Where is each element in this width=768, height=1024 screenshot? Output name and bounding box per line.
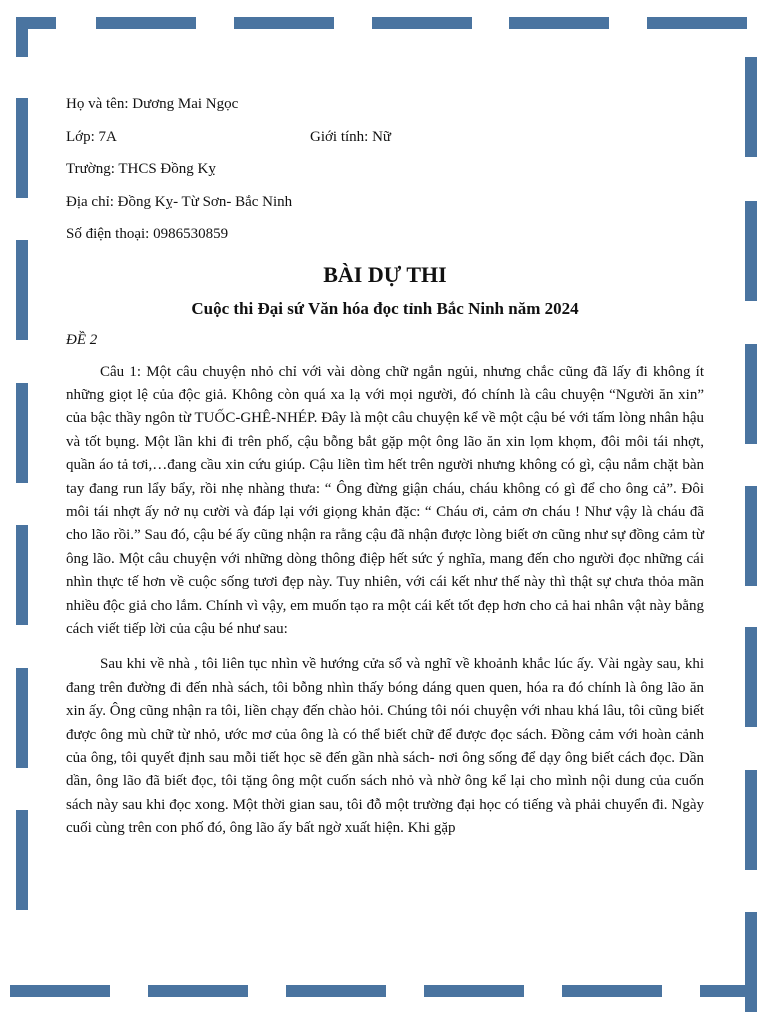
border-dash-top xyxy=(96,17,196,29)
border-dash-left xyxy=(16,668,28,768)
student-name: Họ và tên: Dương Mai Ngọc xyxy=(66,96,239,112)
student-phone: Số điện thoại: 0986530859 xyxy=(66,226,229,242)
border-corner-bottom-right xyxy=(745,955,757,997)
border-dash-right xyxy=(745,57,757,157)
border-dash-top xyxy=(647,17,747,29)
border-dash-bottom xyxy=(148,985,248,997)
border-dash-left xyxy=(16,525,28,625)
border-dash-top xyxy=(234,17,334,29)
class-gender-row xyxy=(66,121,704,154)
border-dash-right xyxy=(745,486,757,586)
border-dash-left xyxy=(16,98,28,198)
border-dash-bottom xyxy=(10,985,110,997)
document-title: BÀI DỰ THI xyxy=(323,261,447,287)
border-dash-right xyxy=(745,770,757,870)
paragraph-2: Sau khi về nhà , tôi liên tục nhìn về hướng cửa sổ và nghĩ về khoảnh khắc lúc ấy. Vài ngày sau, khi đang trên đường đi đến nhà sách, tôi bỗng nhìn thấy bóng dáng quen quen, hóa ra đó chính là ông lão ăn xin ấy. Ông cũng nhận ra tôi, liền chạy đến chào hỏi. Chúng tôi nói chuyện với nhau khá lâu, tôi cũng biết được ông mù chữ từ nhỏ, ước mơ của ông là có thể biết chữ để được đọc sách. Đồng cảm với hoàn cảnh của ông, tôi quyết định sau mỗi tiết học sẽ đến gần nhà sách- nơi ông sống để dạy ông biết cách đọc. Dần dần, ông lão đã biết đọc, tôi tặng ông một cuốn sách nhỏ và nhờ ông kể lại cho mình nội dung của cuốn sách này sau khi đọc xong. Một thời gian sau, tôi đỗ một trường đại học có tiếng và phải chuyển đi. Ngày cuối cùng trên con phố đó, ông lão ấy bất ngờ xuất hiện. Khi gặp xyxy=(66,656,704,837)
border-corner-top-left xyxy=(16,17,28,57)
border-dash-left xyxy=(16,240,28,340)
student-school: Trường: THCS Đồng Kỵ xyxy=(66,161,216,177)
student-address: Địa chỉ: Đồng Kỵ- Từ Sơn- Bắc Ninh xyxy=(66,193,293,210)
border-dash-bottom xyxy=(286,985,386,997)
document-body xyxy=(66,88,704,853)
border-dash-right xyxy=(745,201,757,301)
border-dash-left xyxy=(16,383,28,483)
document-subtitle: Cuộc thi Đại sứ Văn hóa đọc tỉnh Bắc Ninh năm 2024 xyxy=(191,298,579,318)
border-dash-left xyxy=(16,810,28,910)
border-dash-top xyxy=(372,17,472,29)
exam-label: ĐỀ 2 xyxy=(66,331,98,348)
border-dash-bottom xyxy=(424,985,524,997)
border-dash-right xyxy=(745,344,757,444)
student-class: Lớp: 7A xyxy=(66,128,117,145)
border-dash-top xyxy=(509,17,609,29)
student-gender: Giới tính: Nữ xyxy=(310,128,392,145)
paragraph-1: Câu 1: Một câu chuyện nhỏ chỉ với vài dòng chữ ngắn ngủi, nhưng chắc cũng đã lấy đi không ít những giọt lệ của độc giả. Không còn quá xa lạ với mọi người, đó chính là câu chuyện “Người ăn xin” của bậc thầy ngôn từ TUỐC-GHÊ-NHÉP. Đây là một câu chuyện kể về một cậu bé với tấm lòng nhân hậu và tốt bụng. Một lần khi đi trên phố, cậu bỗng bắt gặp một ông lão ăn xin lọm khọm, đôi môi tái nhợt, quần áo tả tơi,…đang cầu xin cứu giúp. Cậu liền tìm hết trên người nhưng không có gì, cậu nắm chặt bàn tay đang run lẩy bẩy, rồi nhẹ nhàng thưa: “ Ông đừng giận cháu, cháu không có gì để cho ông cả”. Đôi môi tái nhợt ấy nở nụ cười và đáp lại với giọng khản đặc: “ Cháu ơi, cảm ơn cháu ! Như vậy là cháu đã cho lão rồi.” Sau đó, cậu bé ấy cũng nhận ra rằng cậu đã nhận được lòng biết ơn cũng như sự đồng cảm từ ông lão. Một câu chuyện với những dòng thông điệp hết sức ý nghĩa, mang đến cho người đọc những cái nhìn thực tế hơn về cuộc sống tươi đẹp này. Tuy nhiên, với cái kết như thế này thì thật sự chưa thỏa mãn nhiều độc giả cho lắm. Chính vì vậy, em muốn tạo ra một cái kết tốt đẹp hơn cho cả hai nhân vật này bằng cách viết tiếp lời của cậu bé như sau: xyxy=(66,363,704,637)
border-dash-bottom xyxy=(562,985,662,997)
border-dash-right xyxy=(745,627,757,727)
